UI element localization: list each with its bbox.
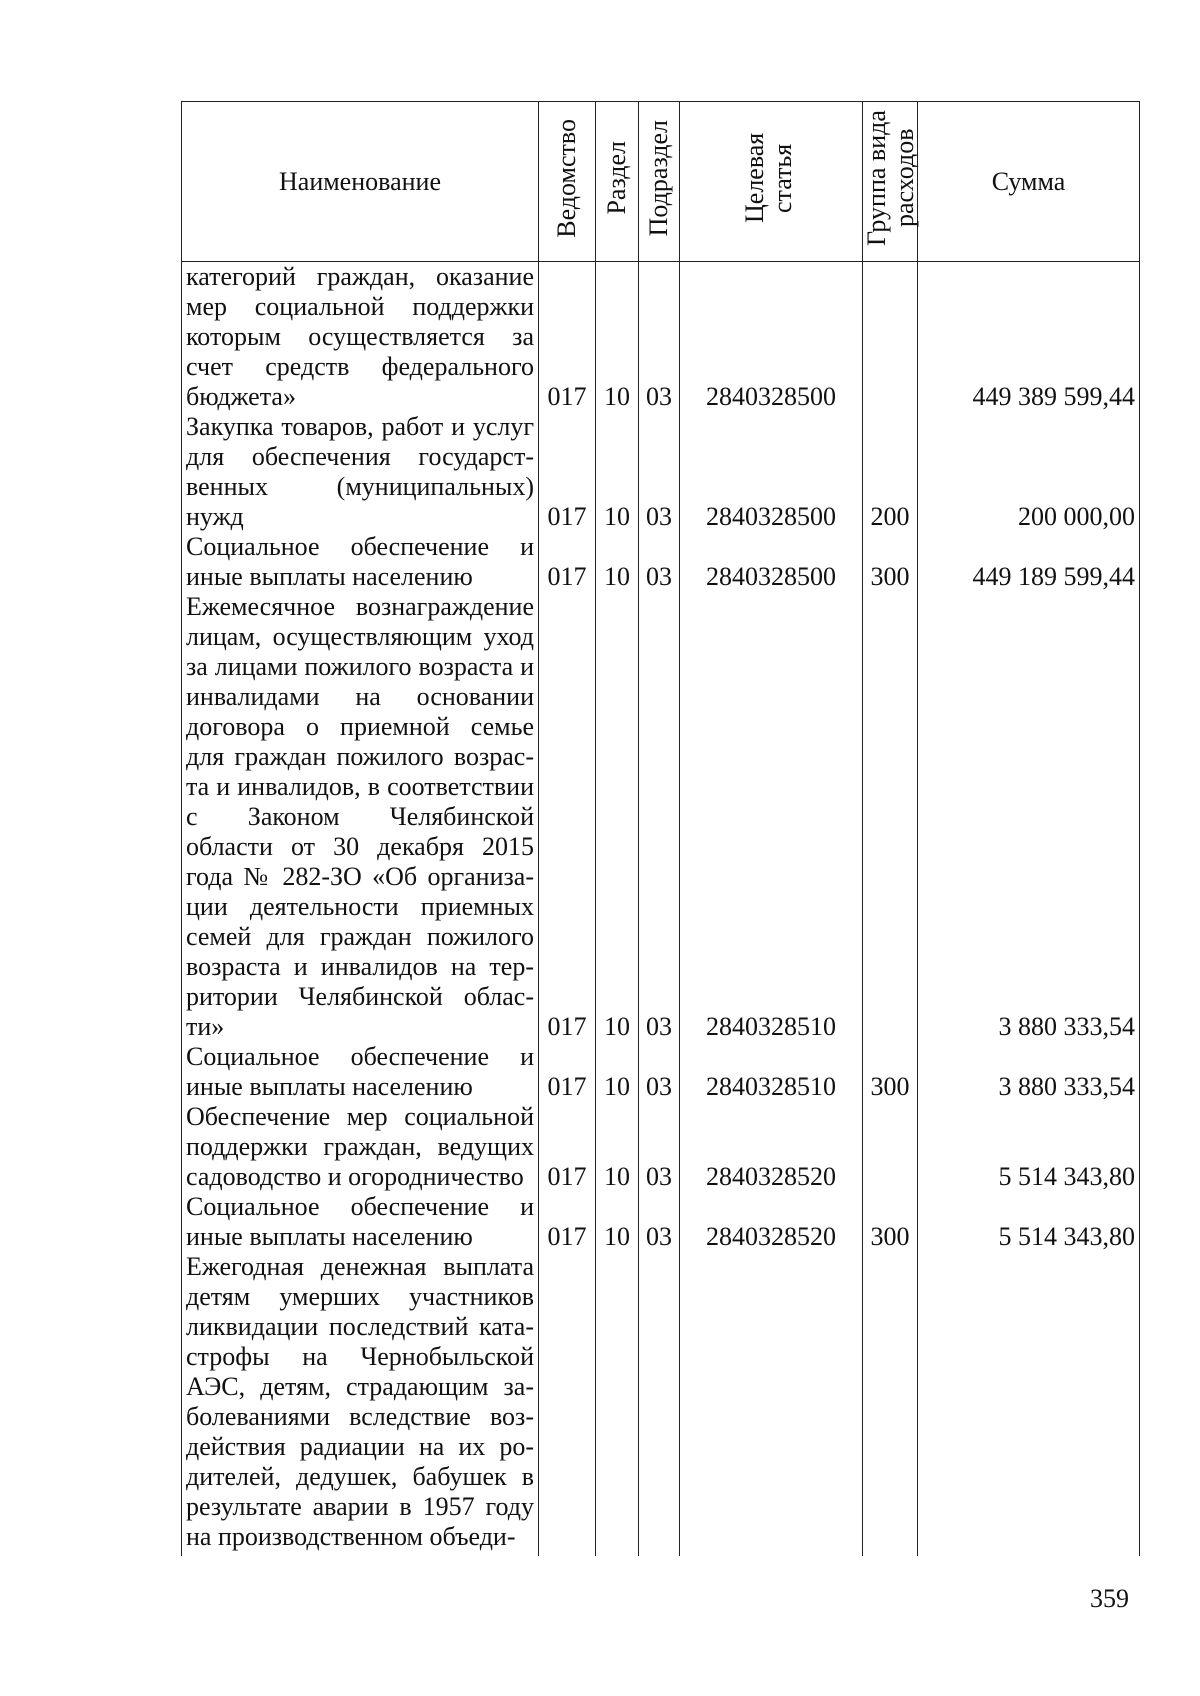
cell-razdel: 10 — [596, 1042, 639, 1102]
cell-razdel: 10 — [596, 1192, 639, 1252]
cell-podrazdel: 03 — [639, 262, 680, 413]
budget-table — [181, 101, 1140, 1556]
cell-summa — [918, 1252, 1140, 1556]
cell-razdel: 10 — [596, 412, 639, 532]
cell-vedomstvo: 017 — [539, 412, 596, 532]
table-row — [182, 262, 1140, 413]
cell-gruppa — [863, 262, 918, 413]
cell-gruppa — [863, 592, 918, 1042]
header-celevaya-statya-label: Целевая статья — [740, 132, 797, 224]
header-summa — [918, 102, 1140, 262]
cell-gruppa — [863, 1102, 918, 1192]
cell-celevaya-statya: 2840328500 — [680, 412, 863, 532]
header-gruppa-vida-rashodov — [863, 102, 918, 262]
cell-podrazdel: 03 — [639, 592, 680, 1042]
cell-summa: 3 880 333,54 — [918, 592, 1140, 1042]
cell-vedomstvo: 017 — [539, 592, 596, 1042]
table-row — [182, 532, 1140, 592]
cell-celevaya-statya: 2840328500 — [680, 532, 863, 592]
header-gruppa-vida-rashodov-label: Группа вида расходов — [862, 110, 919, 246]
cell-razdel: 10 — [596, 262, 639, 413]
cell-gruppa: 300 — [863, 1042, 918, 1102]
cell-vedomstvo: 017 — [539, 1102, 596, 1192]
cell-summa: 5 514 343,80 — [918, 1192, 1140, 1252]
cell-name: Социальное обеспечение и иные выплаты населению — [182, 532, 539, 592]
cell-celevaya-statya: 2840328510 — [680, 592, 863, 1042]
cell-podrazdel: 03 — [639, 1102, 680, 1192]
cell-name: Социальное обеспечение и иные выплаты населению — [182, 1192, 539, 1252]
header-razdel — [596, 102, 639, 262]
cell-gruppa: 300 — [863, 532, 918, 592]
cell-celevaya-statya: 2840328520 — [680, 1192, 863, 1252]
cell-gruppa: 300 — [863, 1192, 918, 1252]
header-vedomstvo-label: Ведомство — [552, 118, 581, 238]
cell-gruppa — [863, 1252, 918, 1556]
cell-name: Закупка товаров, работ и услуг для обеспечения государственных (муниципальных) нужд — [182, 412, 539, 532]
cell-razdel — [596, 1252, 639, 1556]
cell-celevaya-statya: 2840328520 — [680, 1102, 863, 1192]
cell-name: Обеспечение мер социальной поддержки граждан, ведущих садоводство и огородничество — [182, 1102, 539, 1192]
table-body — [182, 262, 1140, 1557]
cell-name: Ежемесячное вознаграждение лицам, осуществляющим уход за лицами пожилого возраста и инвалидами на основании договора о приемной семье для граждан пожилого возраста и инвалидов, в соответствии с Законом Челябинской области от 30 декабря 2015 года № 282-ЗО «Об организации деятельности приемных семей для граждан пожилого возраста и инвалидов на территории Челябинской области» — [182, 592, 539, 1042]
cell-name: Социальное обеспечение и иные выплаты населению — [182, 1042, 539, 1102]
cell-name: категорий граждан, оказание мер социальной поддержки которым осуществляется за счет средств федерального бюджета» — [182, 262, 539, 413]
cell-celevaya-statya: 2840328500 — [680, 262, 863, 413]
header-row — [182, 102, 1140, 262]
cell-podrazdel: 03 — [639, 1192, 680, 1252]
cell-podrazdel: 03 — [639, 1042, 680, 1102]
header-podrazdel — [639, 102, 680, 262]
header-name — [182, 102, 539, 262]
cell-podrazdel: 03 — [639, 532, 680, 592]
cell-razdel: 10 — [596, 1102, 639, 1192]
cell-celevaya-statya: 2840328510 — [680, 1042, 863, 1102]
cell-vedomstvo: 017 — [539, 262, 596, 413]
header-summa-label: Сумма — [991, 166, 1066, 196]
table-row — [182, 1042, 1140, 1102]
header-podrazdel-label: Подраздел — [644, 119, 673, 237]
cell-summa: 200 000,00 — [918, 412, 1140, 532]
cell-summa: 449 389 599,44 — [918, 262, 1140, 413]
cell-podrazdel — [639, 1252, 680, 1556]
page-number: 359 — [1090, 1584, 1129, 1613]
table-header — [182, 102, 1140, 262]
cell-vedomstvo: 017 — [539, 1192, 596, 1252]
cell-summa: 5 514 343,80 — [918, 1102, 1140, 1192]
cell-celevaya-statya — [680, 1252, 863, 1556]
header-name-label: Наименование — [279, 166, 441, 196]
table-row — [182, 1102, 1140, 1192]
table-row — [182, 1252, 1140, 1556]
cell-name: Ежегодная денежная выплата детям умерших участников ликвидации последствий катастрофы на Чернобыльской АЭС, детям, страдающим заболеваниями вследствие воздействия радиации на их родителей, дедушек, бабушек в результате аварии в 1957 году на производственном объеди- — [182, 1252, 539, 1556]
cell-summa: 449 189 599,44 — [918, 532, 1140, 592]
cell-podrazdel: 03 — [639, 412, 680, 532]
cell-vedomstvo: 017 — [539, 1042, 596, 1102]
cell-gruppa: 200 — [863, 412, 918, 532]
header-celevaya-statya — [680, 102, 863, 262]
cell-razdel: 10 — [596, 532, 639, 592]
cell-razdel: 10 — [596, 592, 639, 1042]
table-row — [182, 1192, 1140, 1252]
table-row — [182, 412, 1140, 532]
cell-vedomstvo: 017 — [539, 532, 596, 592]
cell-vedomstvo — [539, 1252, 596, 1556]
cell-summa: 3 880 333,54 — [918, 1042, 1140, 1102]
header-razdel-label: Раздел — [602, 141, 631, 215]
table-row — [182, 592, 1140, 1042]
header-vedomstvo — [539, 102, 596, 262]
